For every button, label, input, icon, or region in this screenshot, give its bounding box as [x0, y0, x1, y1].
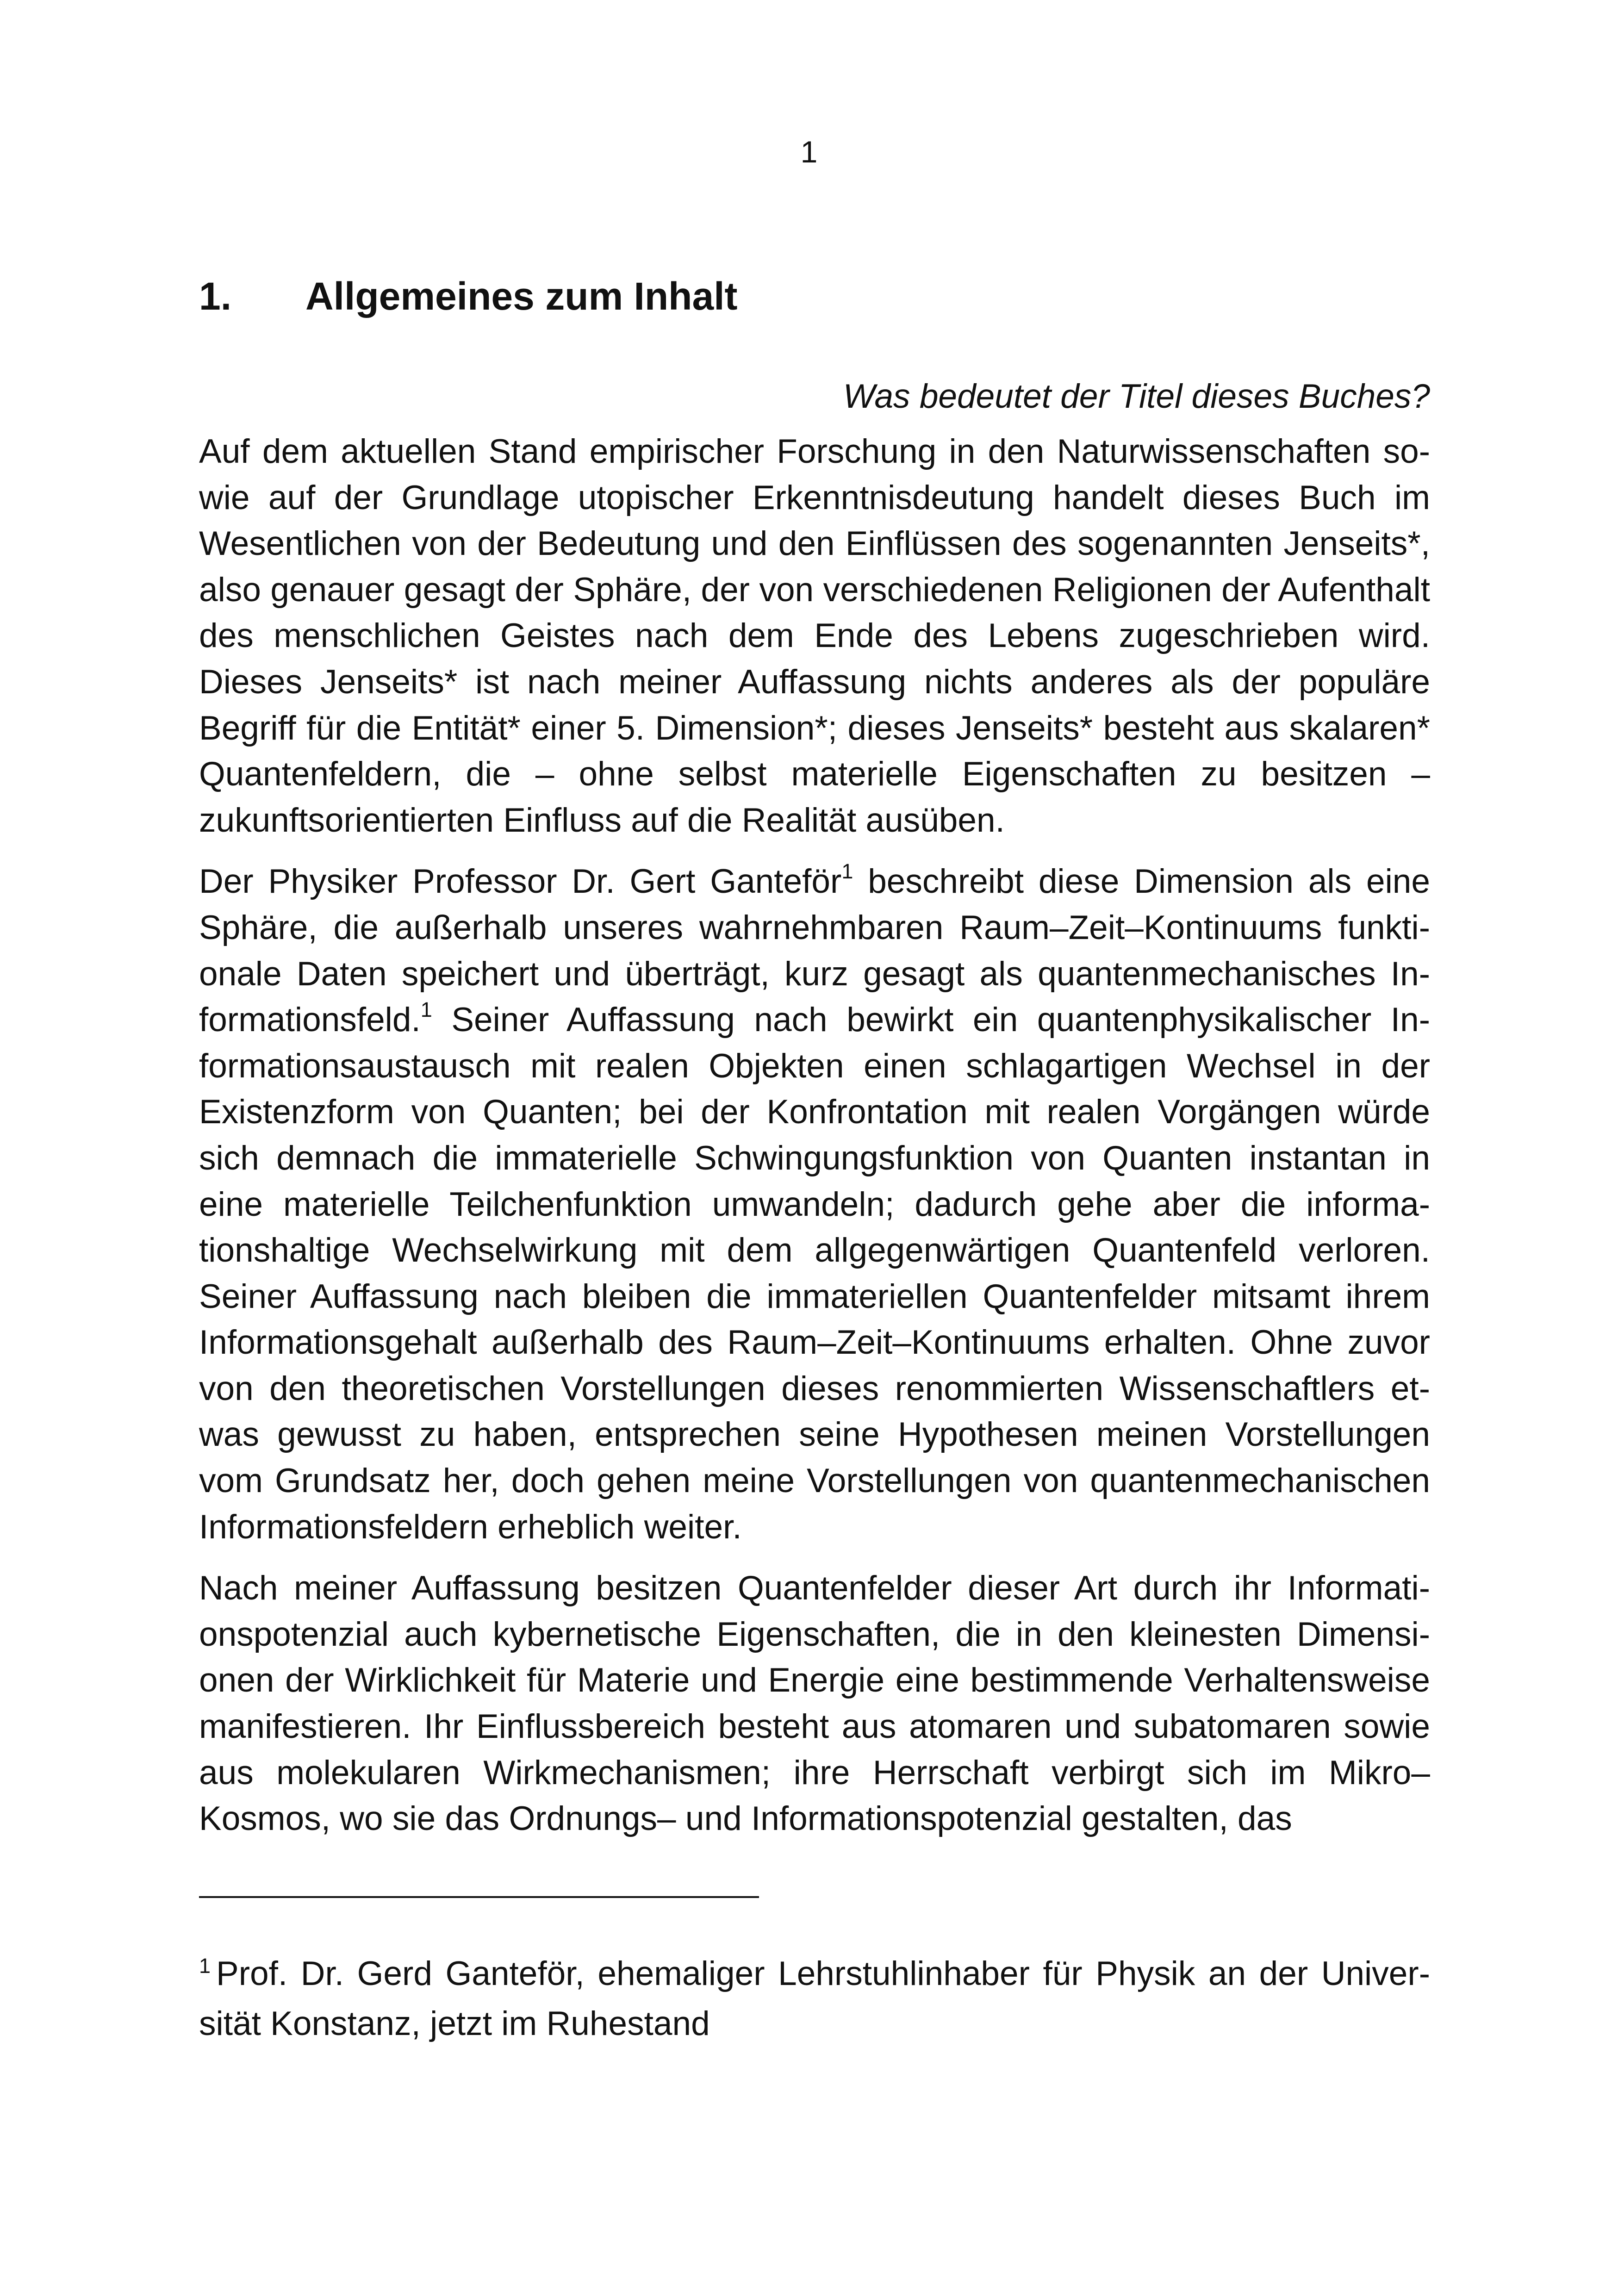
footnote-text: Prof. Dr. Gerd Ganteför, ehemaliger Lehrstuhlinhaber für Physik an der Universität Konstanz, jetzt im Ruhestand	[199, 1955, 1430, 2042]
footnote-reference[interactable]: 1	[841, 859, 853, 884]
paragraph-2-text-c: Seiner Auffassung nach bewirkt ein quantenphysikalischer Informationsaustausch mit realen Objekten einen schlagartigen Wechsel in der Existenzform von Quanten; bei der Konfrontation mit realen Vorgängen würde sich demnach die immaterielle Schwingungsfunktion von Quanten instantan in eine materielle Teilchenfunktion umwandeln; dadurch gehe aber die informationshaltige Wechselwirkung mit dem allgegenwärtigen Quantenfeld verloren. Seiner Auffassung nach bleiben die immateriellen Quantenfelder mitsamt ihrem Informationsgehalt außerhalb des Raum–Zeit–Kontinuums erhalten. Ohne zuvor von den theoretischen Vorstellungen dieses renommierten Wissenschaftlers etwas gewusst zu haben, entsprechen seine Hypothesen meinen Vorstellungen vom Grundsatz her, doch gehen meine Vorstellungen von quantenmechanischen Informationsfeldern erheblich weiter.	[199, 1001, 1430, 1546]
chapter-subtitle: Was bedeutet der Titel dieses Buches?	[843, 378, 1430, 415]
chapter-number: 1.	[199, 274, 232, 318]
chapter-title: Allgemeines zum Inhalt	[305, 274, 738, 318]
chapter-heading	[199, 273, 1430, 319]
footnote-mark: 1	[199, 1954, 211, 1978]
paragraph-1: Auf dem aktuellen Stand empirischer Forschung in den Naturwissenschaften sowie auf der Grundlage utopischer Erkenntnisdeutung handelt dieses Buch im Wesentlichen von der Bedeutung und den Einflüssen des sogenannten Jenseits*, also genauer gesagt der Sphäre, der von verschiedenen Religionen der Aufenthalt des menschlichen Geistes nach dem Ende des Lebens zugeschrieben wird. Dieses Jenseits* ist nach meiner Auffassung nichts anderes als der populäre Begriff für die Entität* einer 5. Dimension*; dieses Jenseits* besteht aus skalaren* Quantenfeldern, die – ohne selbst materielle Eigenschaften zu besitzen – zukunftsorientierten Einfluss auf die Realität ausüben.	[199, 433, 1430, 839]
paragraph-2-text-b: beschreibt diese Dimension als eine Sphäre, die außerhalb unseres wahrnehmbaren Raum–Zeit–Kontinuums funktionale Daten speichert und überträgt, kurz gesagt als quantenmechanisches Informationsfeld.	[199, 863, 1430, 1039]
footnote-separator	[199, 1896, 759, 1898]
paragraph-3: Nach meiner Auffassung besitzen Quantenfelder dieser Art durch ihr Informationspotenzial auch kybernetische Eigenschaften, die in den kleinesten Dimensionen der Wirklichkeit für Materie und Energie eine bestimmende Verhaltensweise manifestieren. Ihr Einflussbereich besteht aus atomaren und subatomaren sowie aus molekularen Wirkmechanismen; ihre Herrschaft verbirgt sich im Mikro–Kosmos, wo sie das Ordnungs– und Informationspotenzial gestalten, das	[199, 1569, 1430, 1838]
footnote-reference[interactable]: 1	[420, 997, 432, 1021]
paragraph-2-text-a: Der Physiker Professor Dr. Gert Ganteför	[199, 863, 842, 901]
paragraph-2	[199, 859, 1430, 1550]
page-number: 1	[800, 135, 818, 169]
main-content	[199, 273, 1430, 1857]
footnote	[199, 1951, 1430, 2047]
